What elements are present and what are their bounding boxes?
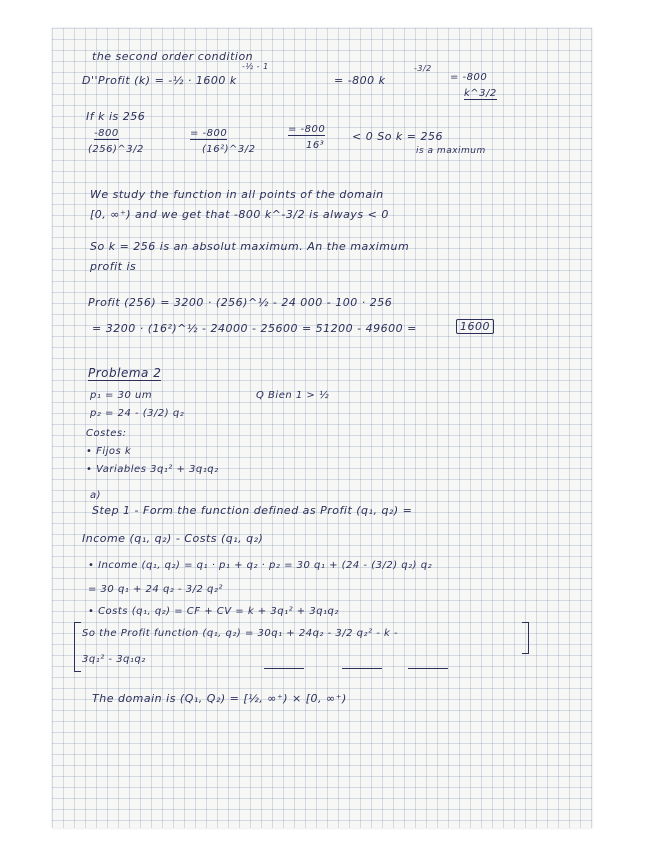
fraction-numerator: = -800	[190, 128, 228, 139]
income-minus-costs: Income (q₁, q₂) - Costs (q₁, q₂)	[82, 532, 264, 545]
exponent: -3/2	[414, 64, 432, 73]
second-derivative-simplified: = -800 k	[334, 74, 386, 87]
study-line: We study the function in all points of the domain	[90, 188, 384, 201]
variable-costs: • Variables 3q₁² + 3q₁q₂	[86, 464, 219, 475]
conclusion-note: is a maximum	[416, 146, 486, 156]
profit-result-line: = 3200 · (16²)^½ - 24000 - 25600 = 51200 - 49600 =	[92, 322, 417, 335]
fraction-denominator: (256)^3/2	[88, 144, 144, 155]
fraction-numerator: = -800	[288, 124, 326, 135]
fill-dash	[342, 668, 382, 669]
domain-statement: The domain is (Q₁, Q₂) = [½, ∞⁺) × [0, ∞⁺)	[92, 692, 347, 705]
second-derivative-line: D''Profit (k) = -½ · 1600 k	[82, 74, 237, 87]
domain-line: [0, ∞⁺) and we get that -800 k^-3/2 is always < 0	[90, 208, 389, 221]
fill-dash	[408, 668, 448, 669]
price-2: p₂ = 24 - (3/2) q₂	[90, 408, 185, 419]
fraction-numerator: -800	[94, 128, 119, 139]
exponent: -½ - 1	[242, 62, 269, 71]
profit-bracket-left	[74, 622, 81, 672]
fraction-denominator: (16²)^3/2	[202, 144, 256, 155]
conclusion: < 0 So k = 256	[352, 130, 443, 143]
costs-label: Costes:	[86, 428, 127, 439]
profit-function-cont: 3q₁² - 3q₁q₂	[82, 654, 146, 665]
profit-function-line: So the Profit function (q₁, q₂) = 30q₁ + 24q₂ - 3/2 q₂² - k -	[82, 628, 399, 639]
fraction-numerator: = -800	[450, 72, 488, 83]
heading-second-order: the second order condition	[92, 50, 254, 63]
income-line: • Income (q₁, q₂) = q₁ · p₁ + q₂ · p₂ = 30 q₁ + (24 - (3/2) q₂) q₂	[88, 560, 433, 571]
costs-line: • Costs (q₁, q₂) = CF + CV = k + 3q₁² + 3q₁q₂	[88, 606, 339, 617]
profit-is-line: profit is	[90, 260, 137, 273]
part-a-label: a)	[90, 490, 102, 501]
notebook-page	[52, 28, 592, 828]
step-1-line: Step 1 - Form the function defined as Profit (q₁, q₂) =	[92, 504, 413, 517]
fraction-denominator: 16³	[306, 140, 325, 151]
fill-dash	[264, 668, 304, 669]
profit-evaluation: Profit (256) = 3200 · (256)^½ - 24 000 - 100 · 256	[88, 296, 393, 309]
good-note: Q Bien 1 > ½	[256, 390, 330, 401]
profit-bracket-right	[522, 622, 529, 654]
absolute-max-line: So k = 256 is an absolut maximum. An the maximum	[90, 240, 410, 253]
fixed-costs: • Fijos k	[86, 446, 132, 457]
profit-result-box: 1600	[456, 319, 494, 334]
problem-2-heading: Problema 2	[88, 366, 162, 380]
price-1: p₁ = 30 um	[90, 390, 153, 401]
income-simplified: = 30 q₁ + 24 q₂ - 3/2 q₂²	[88, 584, 223, 595]
fraction-denominator: k^3/2	[464, 88, 497, 99]
if-k-line: If k is 256	[86, 110, 146, 123]
